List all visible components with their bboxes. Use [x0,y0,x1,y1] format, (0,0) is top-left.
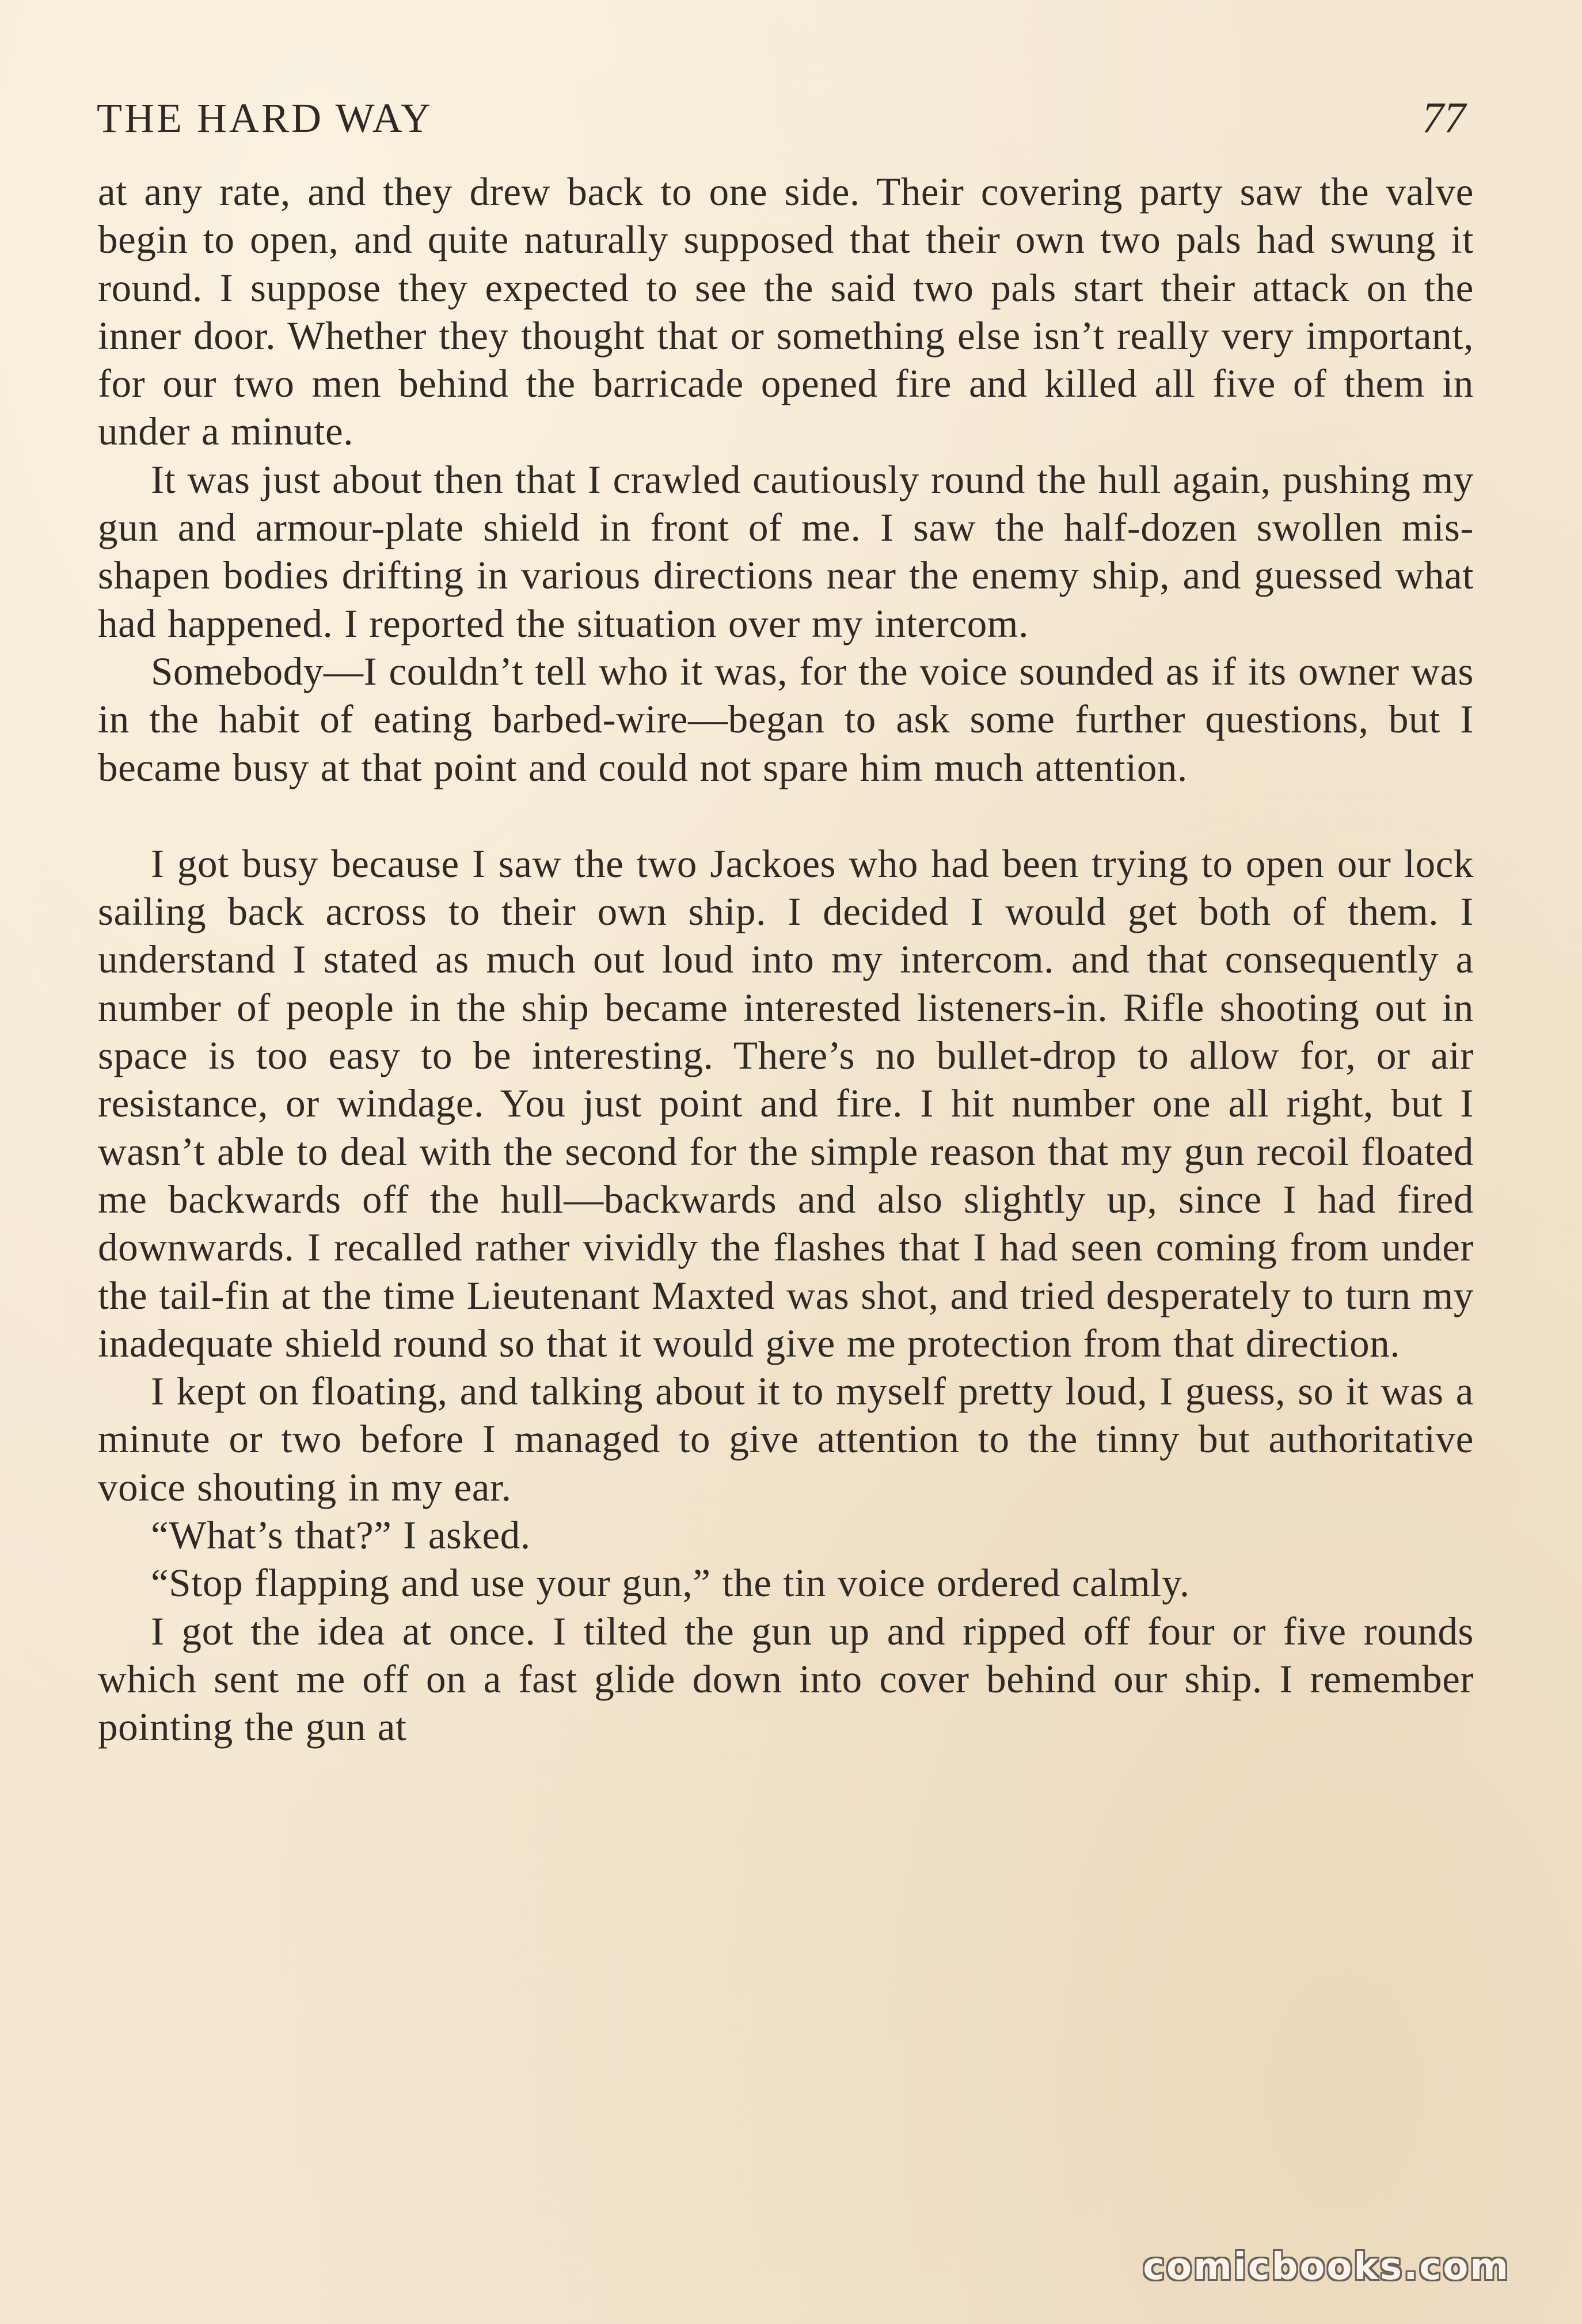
paragraph-continued: at any rate, and they drew back to one side. Their covering party saw the valve begin to open, and quite naturally supposed that their own two pals had swung it round. I suppose they expected to see the said two pals start their attack on the inner door. Whether they thought that or something else isn’t really very important, for our two men behind the barricade opened fire and killed all five of them in under a minute. [98,170,1474,454]
body-text [98,168,1474,1752]
paragraph: Somebody—I couldn’t tell who it was, for the voice sounded as if its owner was in the habit of eating barbed-wire—began to ask some further questions, but I became busy at that point and could not spare him much attention. [98,649,1474,789]
page-number: 77 [1422,94,1466,142]
paragraph: I got the idea at once. I tilted the gun up and ripped off four or five rounds which sent me off on a fast glide down into cover behind our ship. I remember pointing the gun at [98,1609,1474,1749]
paragraph: I got busy because I saw the two Jackoes who had been trying to open our lock sailing back across to their own ship. I decided I would get both of them. I understand I stated as much out loud into my intercom. and that consequently a number of people in the ship became interested listeners-in. Rifle shooting out in space is too easy to be interesting. There’s no bullet-drop to allow for, or air resistance, or windage. You just point and fire. I hit number one all right, but I wasn’t able to deal with the second for the simple reason that my gun recoil floated me backwards off the hull—backwards and also slightly up, since I had fired downwards. I recalled rather vividly the flashes that I had seen coming from under the tail-fin at the time Lieutenant Maxted was shot, and tried desperately to turn my inadequate shield round so that it would give me protection from that direction. [98,841,1474,1365]
paragraph: I kept on floating, and talking about it to myself pretty loud, I guess, so it was a minute or two before I managed to give attention to the tinny but authoritative voice shouting in my ear. [98,1369,1474,1509]
dialogue-line: “What’s that?” I asked. [151,1513,531,1558]
dialogue-line: “Stop flapping and use your gun,” the tin voice ordered calmly. [151,1561,1190,1605]
site-watermark: comicbooks.com [1143,2246,1510,2288]
running-title: THE HARD WAY [97,95,433,141]
running-head [97,86,1466,150]
paragraph: It was just about then that I crawled cautiously round the hull again, pushing my gun and armour-plate shield in front of me. I saw the half-dozen swollen mis-shapen bodies drifting in various directions near the enemy ship, and guessed what had happened. I reported the situation over my intercom. [98,457,1474,645]
